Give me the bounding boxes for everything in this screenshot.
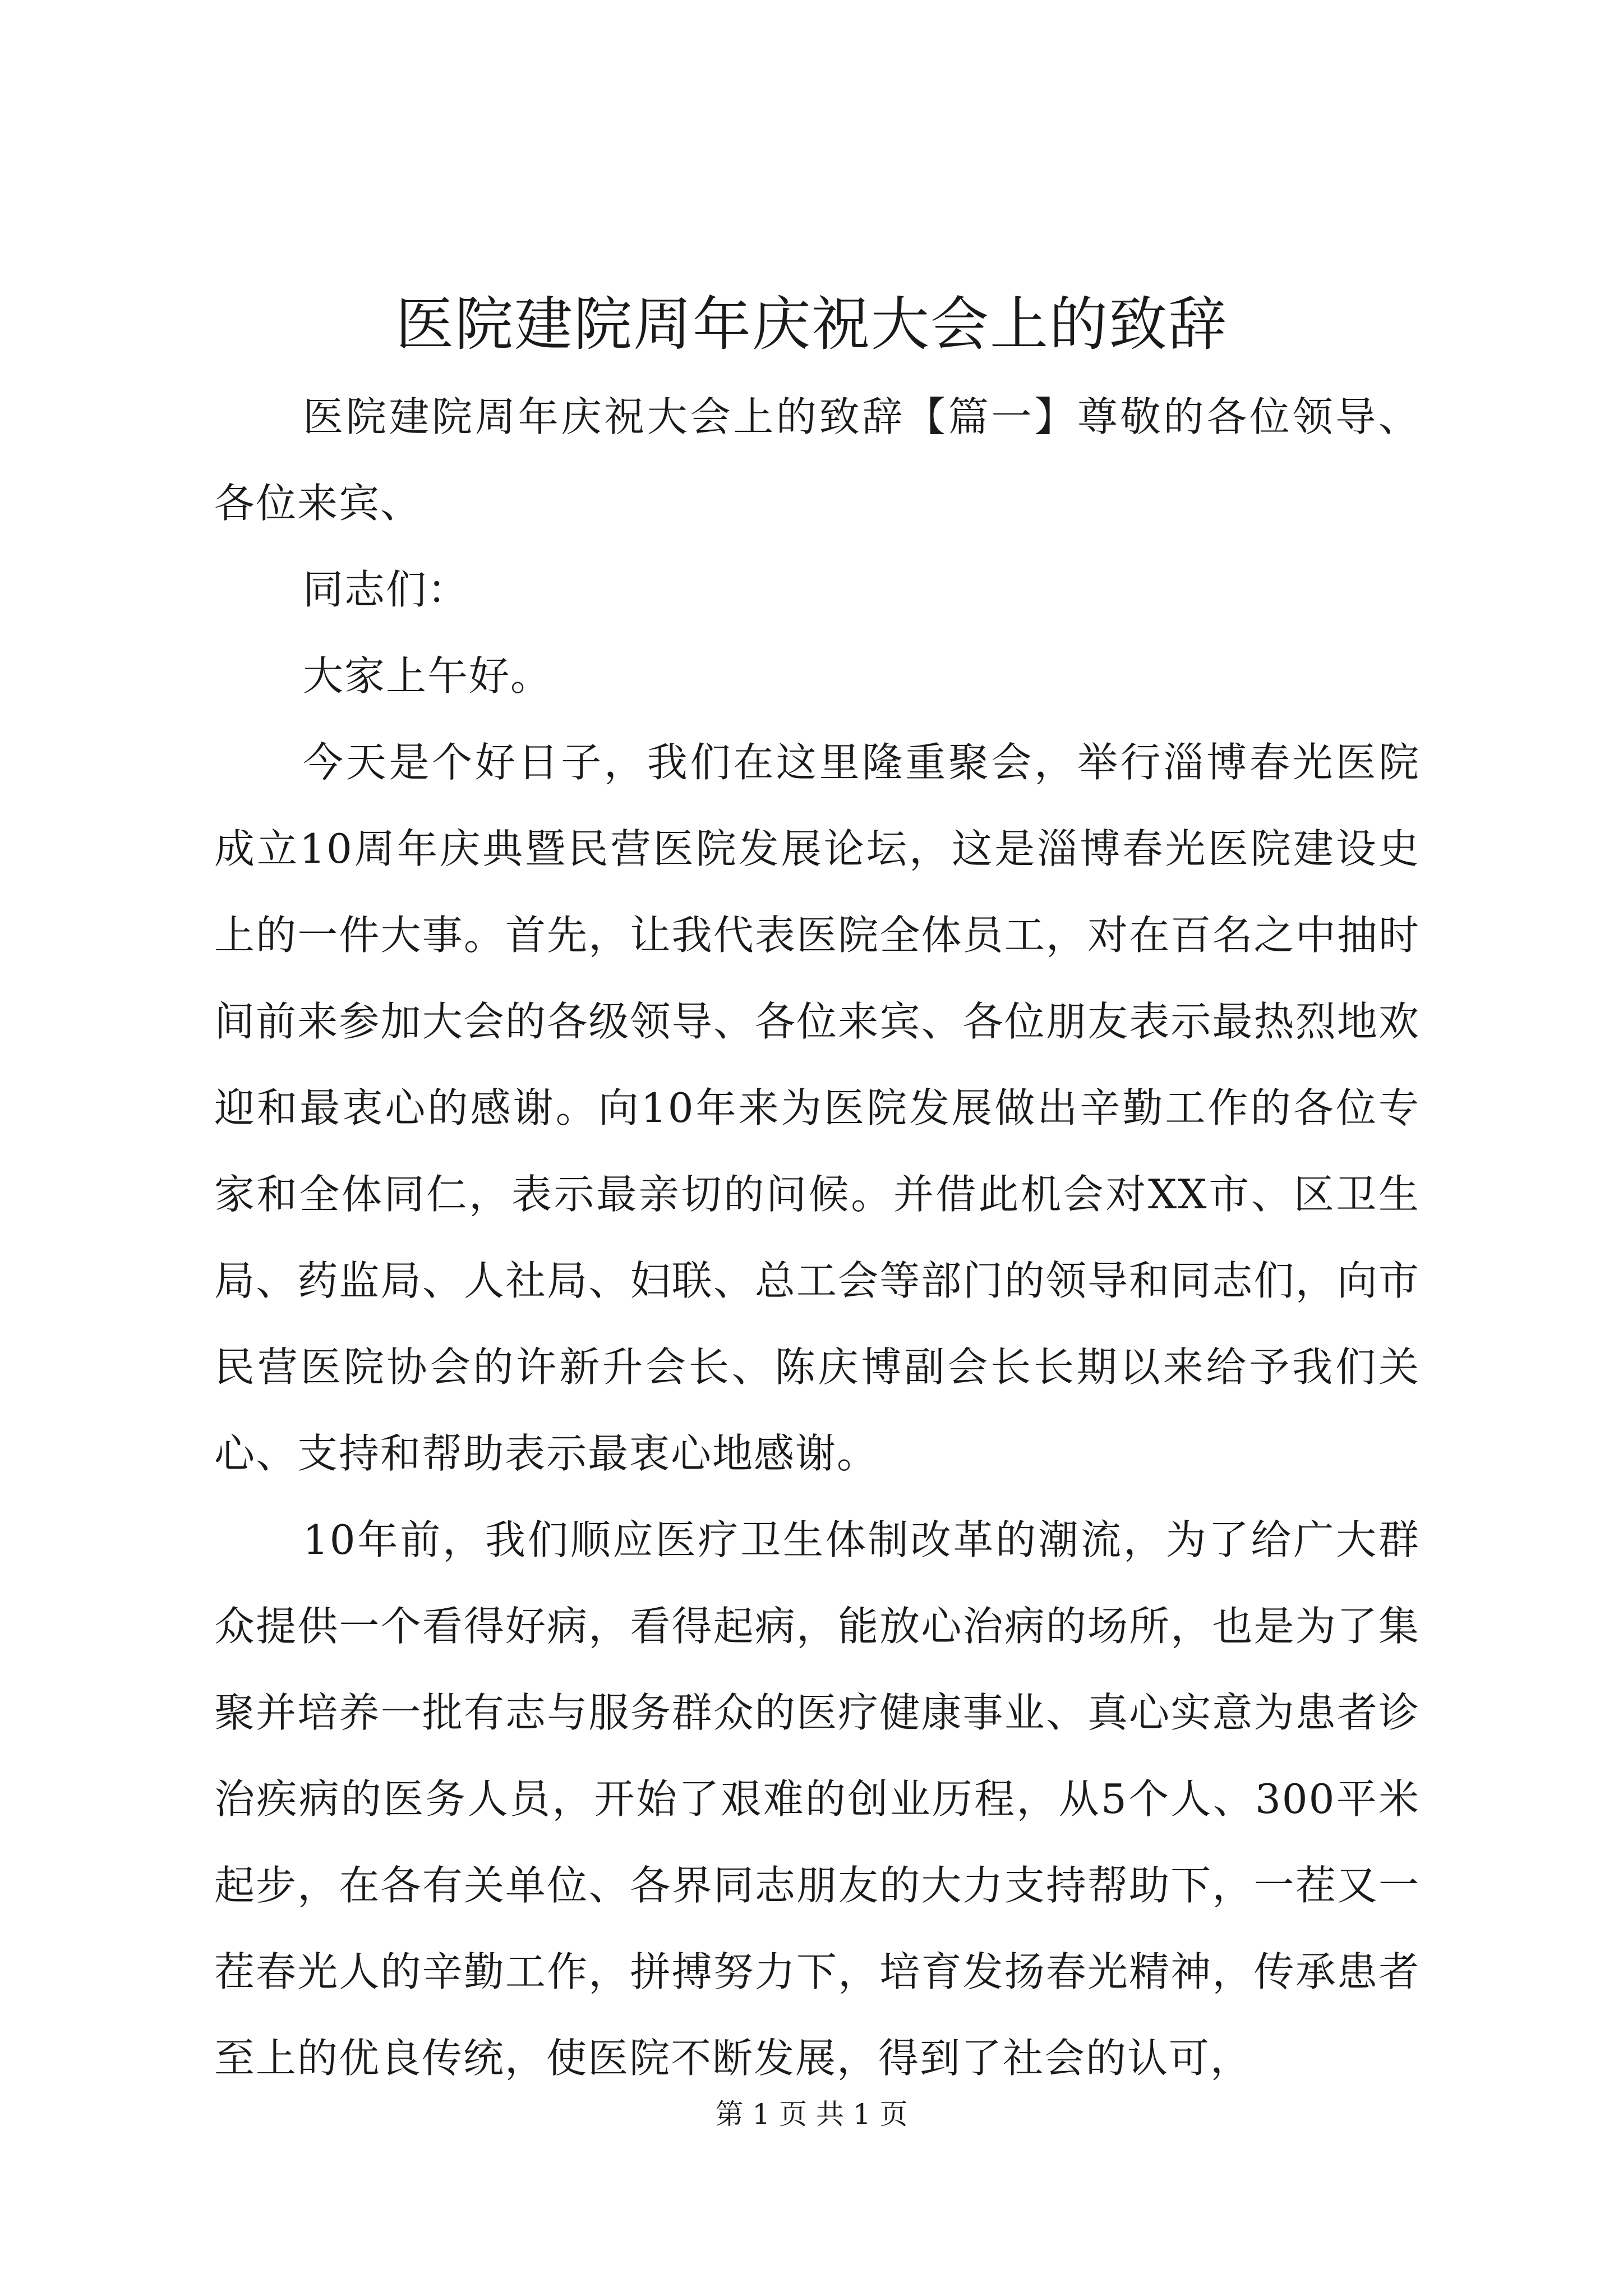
paragraph: 10年前，我们顺应医疗卫生体制改革的潮流，为了给广大群众提供一个看得好病，看得起病，能放心治病的场所，也是为了集聚并培养一批有志与服务群众的医疗健康事业、真心实意为患者诊治疾病的医务人员，开始了艰难的创业历程，从5个人、300平米起步，在各有关单位、各界同志朋友的大力支持帮助下，一茬又一茬春光人的辛勤工作，拼搏努力下，培育发扬春光精神，传承患者至上的优良传统，使医院不断发展，得到了社会的认可，	[214, 1516, 1420, 2082]
paragraph: 大家上午好。	[303, 652, 552, 700]
paragraph: 医院建院周年庆祝大会上的致辞【篇一】尊敬的各位领导、各位来宾、	[214, 393, 1420, 527]
document-body	[214, 374, 1420, 2101]
document-title: 医院建院周年庆祝大会上的致辞	[395, 290, 1228, 358]
paragraph: 今天是个好日子，我们在这里隆重聚会，举行淄博春光医院成立10周年庆典暨民营医院发展论坛，这是淄博春光医院建设史上的一件大事。首先，让我代表医院全体员工，对在百名之中抽时间前来参加大会的各级领导、各位来宾、各位朋友表示最热烈地欢迎和最衷心的感谢。向10年来为医院发展做出辛勤工作的各位专家和全体同仁，表示最亲切的问候。并借此机会对XX市、区卫生局、药监局、人社局、妇联、总工会等部门的领导和同志们，向市民营医院协会的许新升会长、陈庆博副会长长期以来给予我们关心、支持和帮助表示最衷心地感谢。	[214, 739, 1420, 1477]
paragraph: 同志们：	[303, 566, 469, 613]
page-footer: 第 1 页 共 1 页	[715, 2098, 908, 2131]
